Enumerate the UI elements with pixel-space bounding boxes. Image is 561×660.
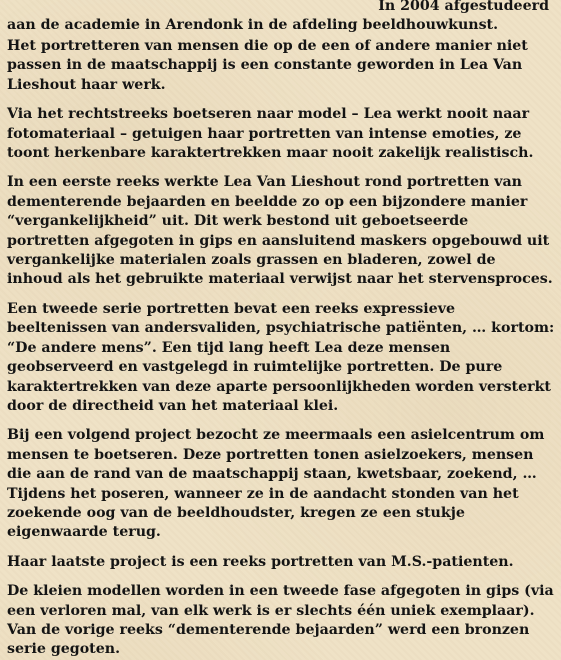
paragraph-first-series: In een eerste reeks werkte Lea Van Lieshout rond portretten van dementerende bejaarden en beeldde zo op een bijzondere manier “vergankelijkheid” uit. Dit werk bestond uit geboetseerde portretten afgegoten in gips en aansluitend maskers opgebouwd uit vergankelijke materialen zoals grassen en bladeren, zowel de inhoud als het gebruikte materiaal verwijst naar het stervensproces. — [7, 174, 553, 288]
paragraph-outsiders: Het portretteren van mensen die op de een of andere manier niet passen in de maatschappij is een constante geworden in Lea Van Lieshout haar werk. — [7, 38, 528, 93]
paragraph-second-series: Een tweede serie portretten bevat een reeks expressieve beeltenissen van andersvaliden, psychiatrische patiënten, … kortom: “De andere mens”. Een tijd lang heeft Lea deze mensen geobserveerd en vastgelegd in ruimtelijke portretten. De pure karaktertrekken van deze aparte persoonlijkheden worden versterkt door de directheid van het materiaal klei. — [7, 300, 555, 414]
paragraph-latest-project: Haar laatste project is een reeks portretten van M.S.-patienten. — [7, 553, 514, 570]
paragraph-asylum-project: Bij een volgend project bezocht ze meermaals een asielcentrum om mensen te boetseren. Deze portretten tonen asielzoekers, mensen die aan de rand van de maatschappij staan, kwetsbaar, zoekend, … Tijdens het poseren, wanneer ze in de aandacht stonden van het zoekende oog van de beeldhoudster, kregen ze een stukje eigenwaarde terug. — [7, 427, 545, 541]
intro-lines — [7, 0, 555, 37]
paragraph-working-method: Via het rechtstreeks boetseren naar model – Lea werkt nooit naar fotomateriaal – getuigen haar portretten van intense emoties, ze toont herkenbare karaktertrekken maar nooit zakelijk realistisch. — [7, 106, 534, 162]
intro-line-1: In 2004 afgestudeerd — [378, 0, 549, 14]
paragraph-casting: De kleien modellen worden in een tweede fase afgegoten in gips (via een verloren mal, van elk werk is er slechts één uniek exemplaar). Van de vorige reeks “dementerende bejaarden” werd een bronzen serie gegoten. — [7, 583, 554, 658]
intro-line-2: aan de academie in Arendonk in de afdeling beeldhouwkunst. — [7, 17, 499, 34]
